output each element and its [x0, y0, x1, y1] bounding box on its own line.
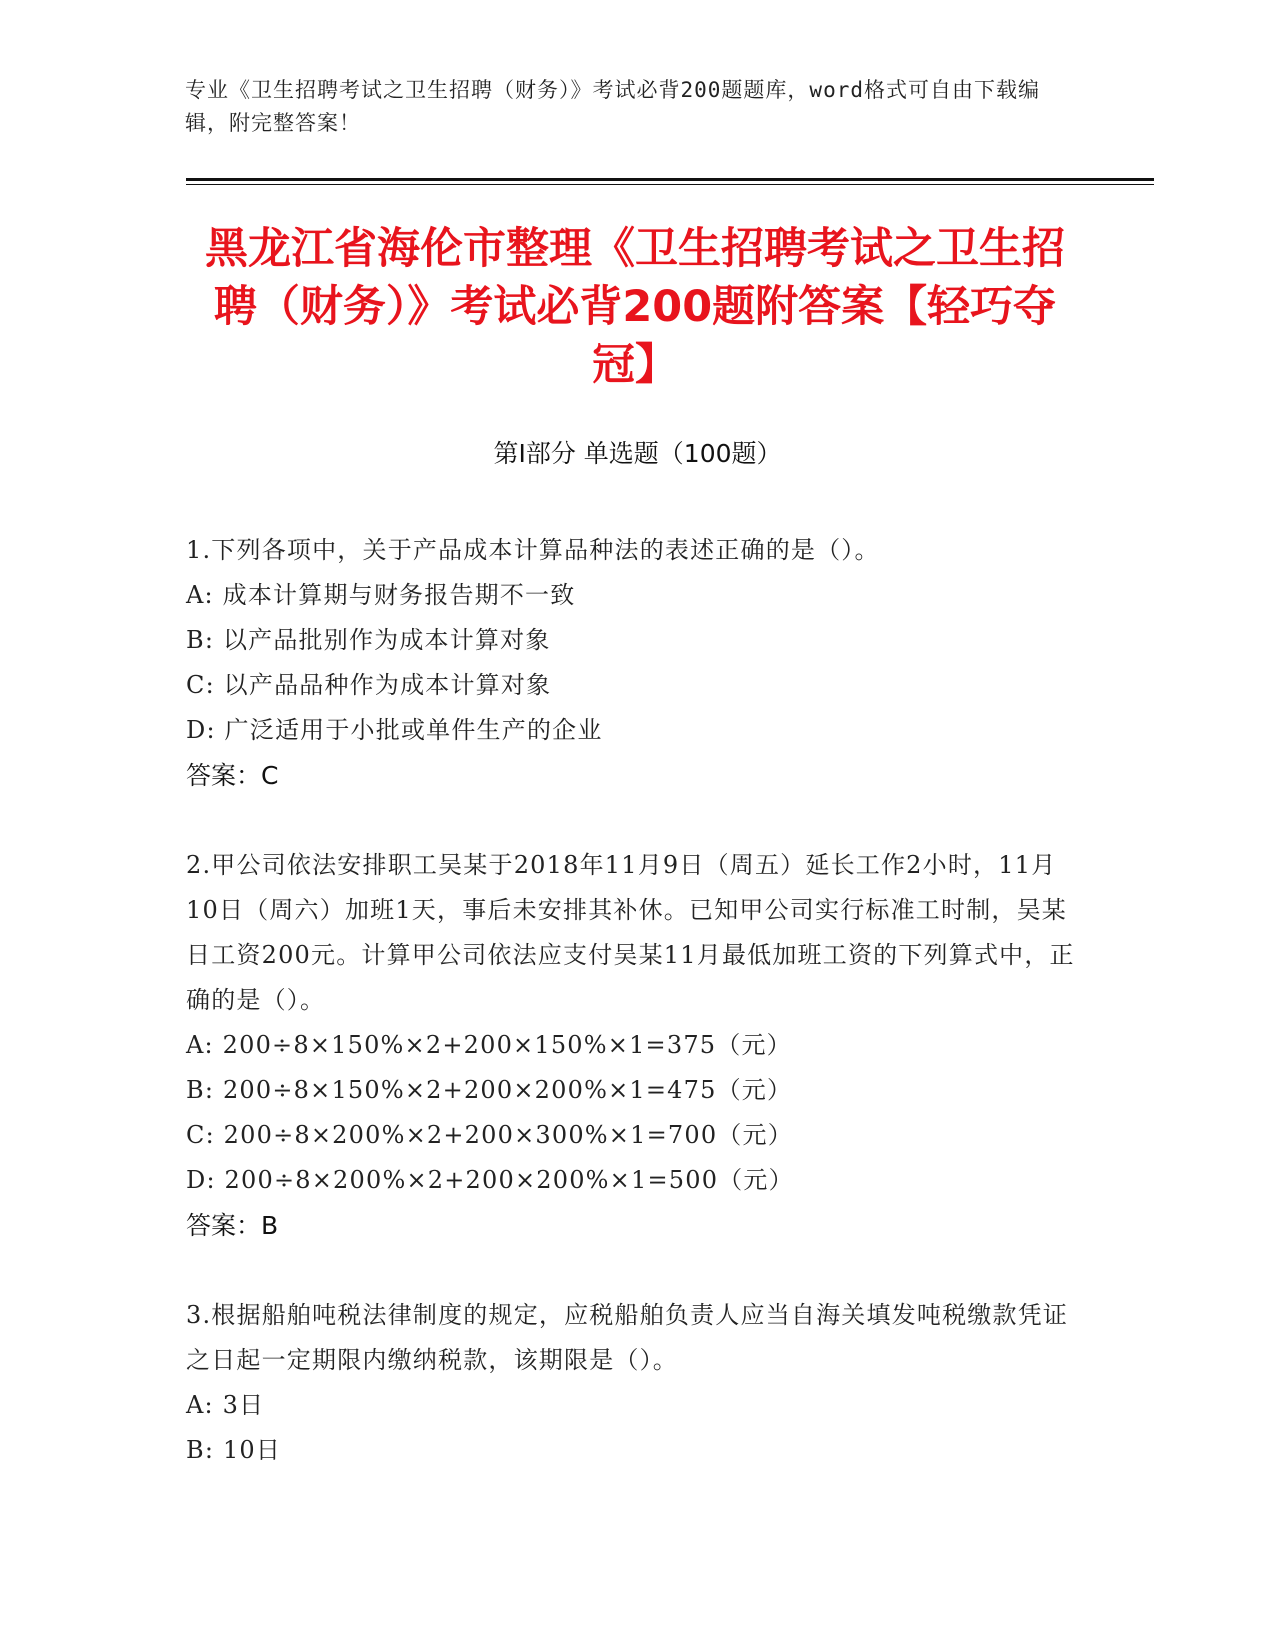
question-stem: 1.下列各项中，关于产品成本计算品种法的表述正确的是（）。	[186, 536, 880, 564]
option-d: D: 广泛适用于小批或单件生产的企业	[186, 716, 603, 744]
option-b: B: 200÷8×150%×2+200×200%×1=475（元）	[186, 1076, 793, 1104]
option-c: C: 200÷8×200%×2+200×300%×1=700（元）	[186, 1121, 793, 1149]
option-a: A: 200÷8×150%×2+200×150%×1=375（元）	[186, 1031, 792, 1059]
question-2	[186, 843, 1086, 1248]
question-1	[186, 528, 1086, 798]
question-3	[186, 1293, 1086, 1473]
section-heading: 第Ⅰ部分 单选题（100题）	[493, 439, 782, 468]
option-a: A: 3日	[186, 1391, 265, 1419]
question-list	[186, 528, 1086, 1518]
option-b: B: 10日	[186, 1436, 282, 1464]
option-c: C: 以产品品种作为成本计算对象	[186, 671, 552, 699]
option-d: D: 200÷8×200%×2+200×200%×1=500（元）	[186, 1166, 794, 1194]
question-stem: 3.根据船舶吨税法律制度的规定，应税船舶负责人应当自海关填发吨税缴款凭证之日起一定期限内缴纳税款，该期限是（）。	[186, 1301, 1069, 1374]
header-note: 专业《卫生招聘考试之卫生招聘（财务）》考试必背200题题库，word格式可自由下载编辑，附完整答案！	[185, 78, 1040, 135]
answer-line: 答案：B	[186, 1211, 279, 1240]
header-divider-thick	[186, 178, 1154, 181]
question-stem: 2.甲公司依法安排职工吴某于2018年11月9日（周五）延长工作2小时，11月10日（周六）加班1天，事后未安排其补休。已知甲公司实行标准工时制，吴某日工资200元。计算甲公司依法应支付吴某11月最低加班工资的下列算式中，正确的是（）。	[186, 851, 1075, 1014]
option-b: B: 以产品批别作为成本计算对象	[186, 626, 551, 654]
document-title: 黑龙江省海伦市整理《卫生招聘考试之卫生招聘（财务）》考试必背200题附答案【轻巧夺冠】	[205, 224, 1065, 390]
option-a: A: 成本计算期与财务报告期不一致	[186, 581, 576, 609]
header-divider-thin	[186, 184, 1154, 185]
answer-line: 答案：C	[186, 761, 279, 790]
